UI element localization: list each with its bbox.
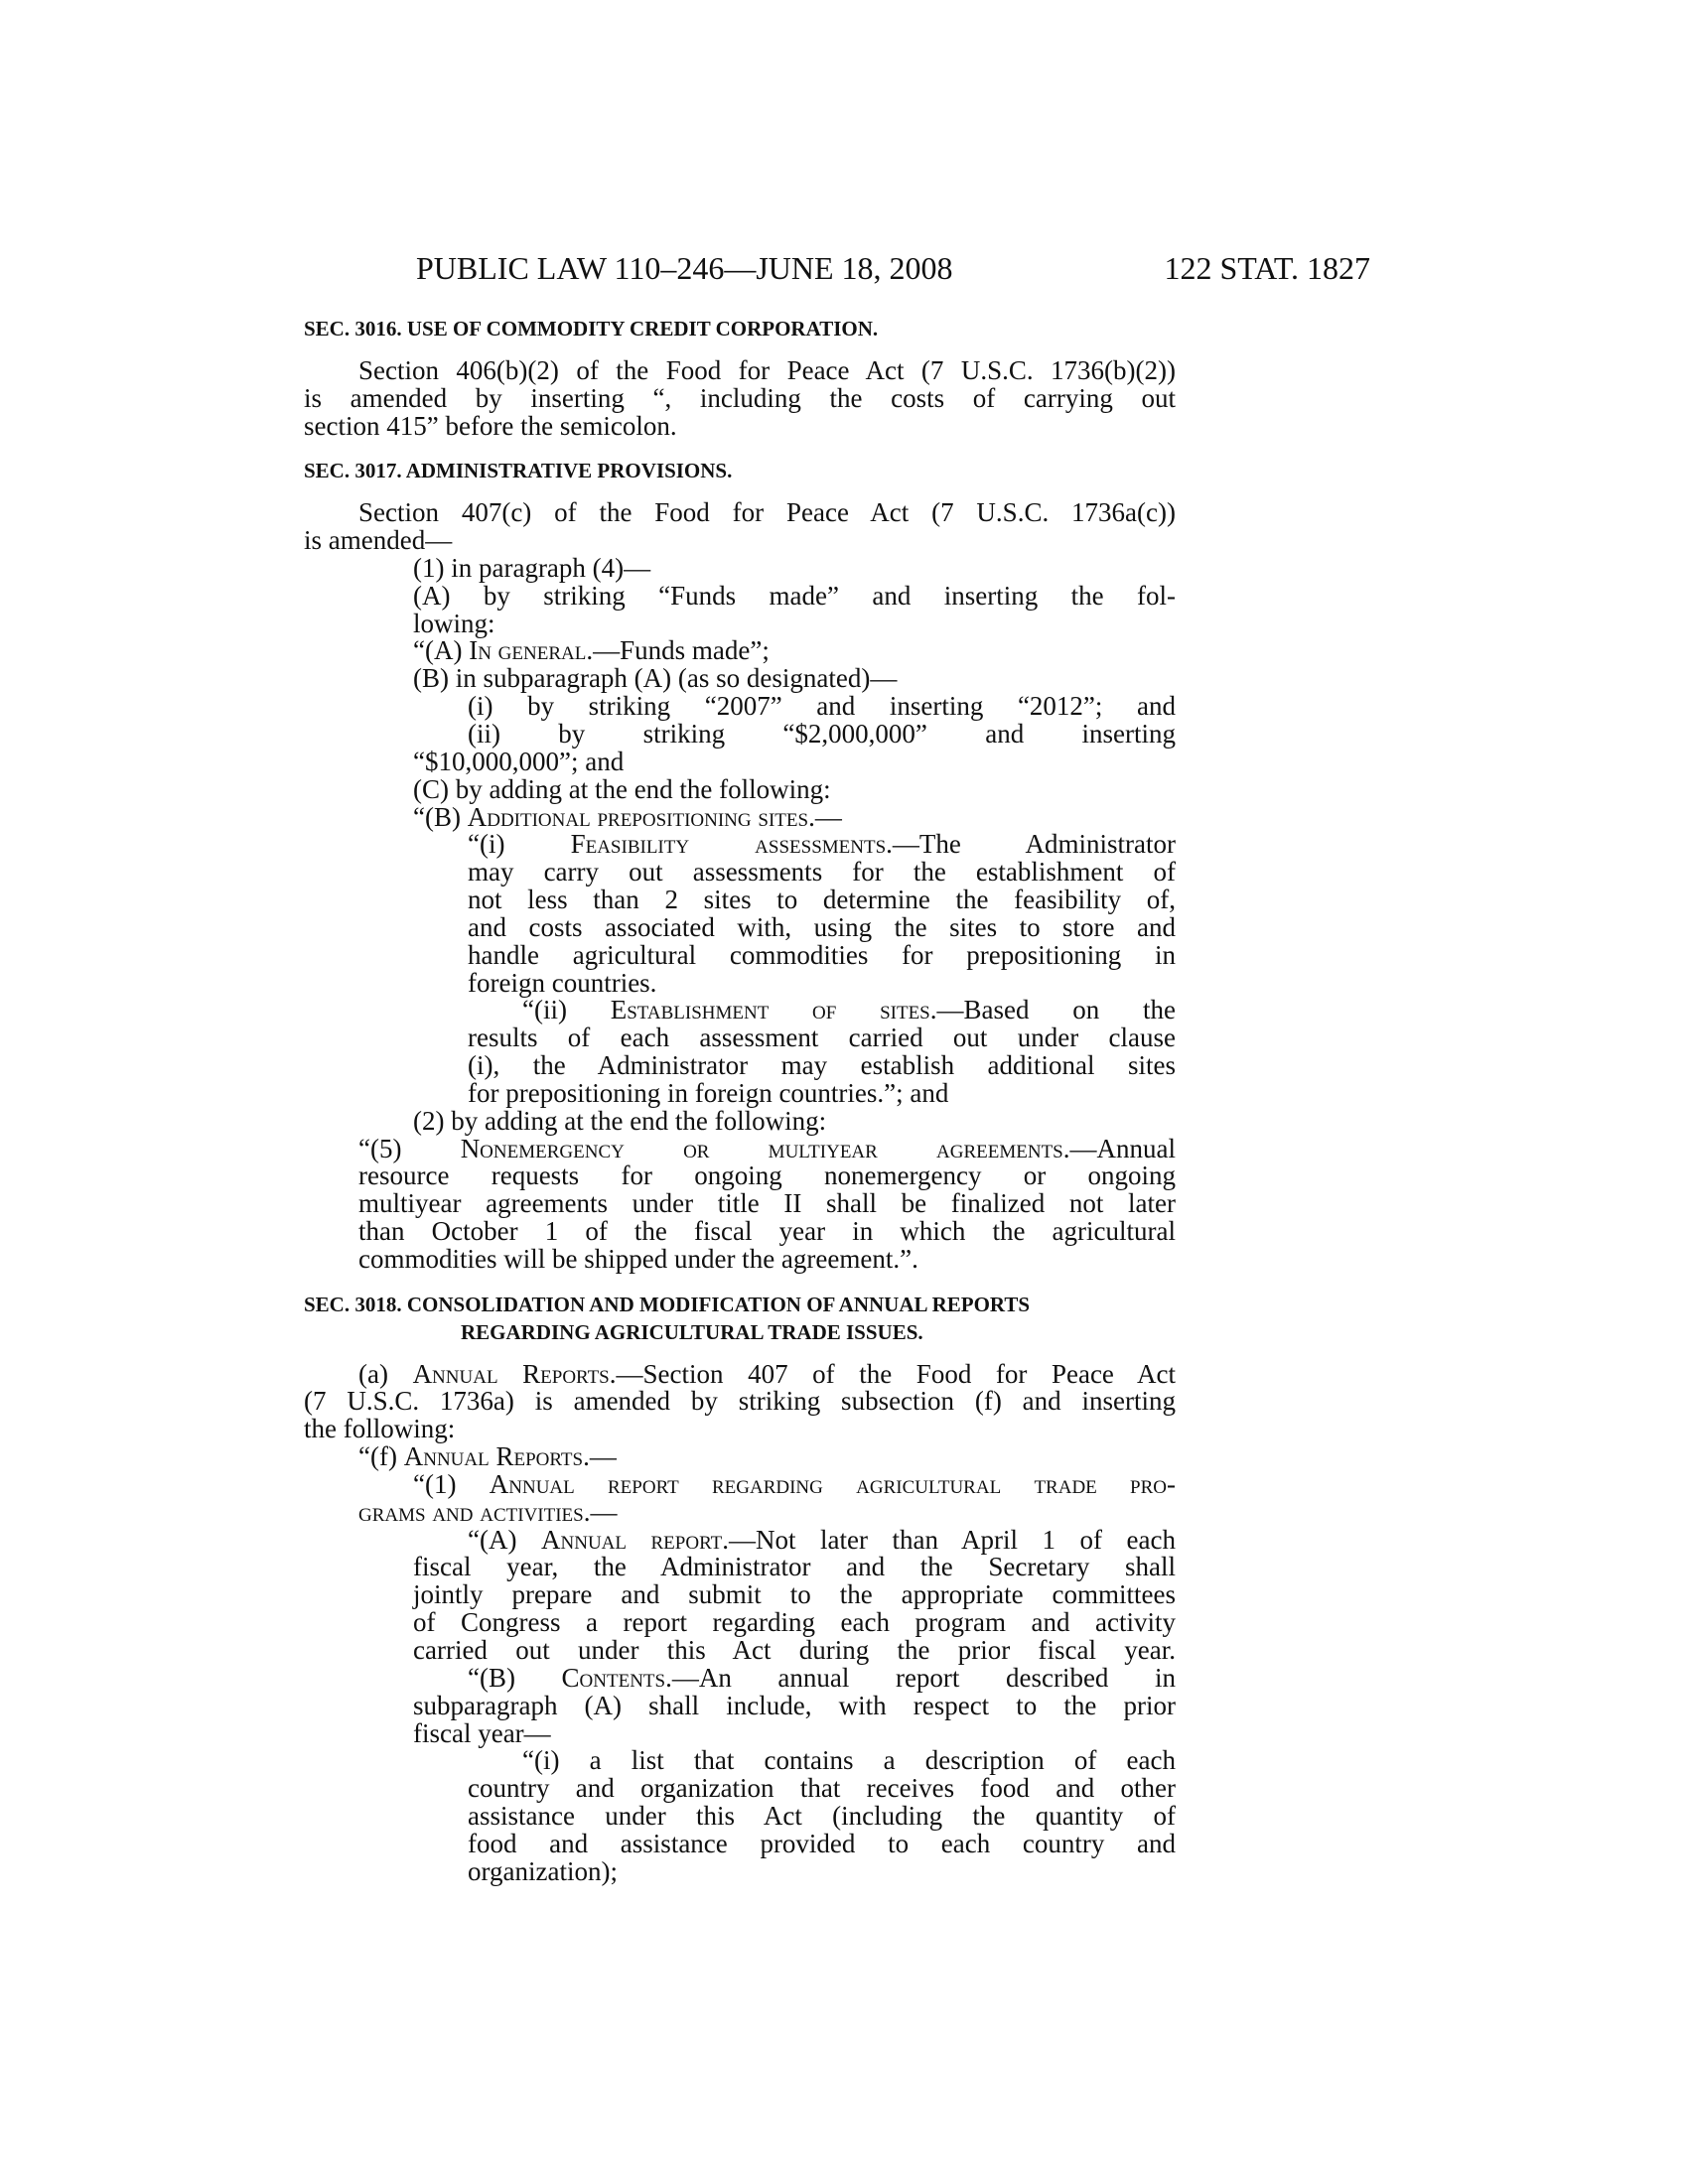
section-heading-3018 <box>304 1292 1176 1347</box>
text-fragment: “(A) <box>468 1524 541 1555</box>
text-line: (7 U.S.C. 1736a) is amended by striking subsection (f) and inserting <box>304 1386 1176 1417</box>
text-fragment: .— <box>583 1441 617 1472</box>
text-line: (C) by adding at the end the following: <box>413 773 831 804</box>
text-line: is amended by inserting “, including the costs of carrying out <box>304 382 1176 413</box>
text-line: “$10,000,000”; and <box>413 746 625 776</box>
text-line: Section 407(c) of the Food for Peace Act (7 U.S.C. 1736a(c)) <box>358 497 1176 528</box>
text-line: (1) in paragraph (4)— <box>413 552 651 583</box>
statute-text <box>304 316 1176 1886</box>
text-line: “(i) a list that contains a description of each <box>522 1745 1176 1776</box>
text-line: and costs associated with, using the sites to store and <box>468 911 1176 942</box>
small-caps-term: Establishment of sites <box>610 995 930 1025</box>
text-line <box>304 1496 1176 1527</box>
small-caps-term: Annual Reports <box>403 1441 584 1472</box>
text-fragment: .— <box>583 1496 618 1527</box>
text-fragment: .—Annual <box>1062 1133 1176 1163</box>
text-line: organization); <box>468 1855 618 1886</box>
text-line: of Congress a report regarding each program and activity <box>413 1607 1176 1638</box>
text-fragment: “(ii) <box>522 995 611 1025</box>
text-line: may carry out assessments for the establishment of <box>468 857 1176 887</box>
text-fragment: (a) <box>358 1358 413 1389</box>
text-line: (A) by striking “Funds made” and inserting the fol- <box>413 580 1176 611</box>
text-line: handle agricultural commodities for prepositioning in <box>468 939 1176 970</box>
text-fragment: .—An annual report described in <box>665 1662 1176 1693</box>
text-line: results of each assessment carried out under clause <box>468 1023 1176 1053</box>
text-fragment: “(B) <box>468 1662 562 1693</box>
text-line <box>304 997 1176 1024</box>
small-caps-term: Nonemergency or multiyear agreements <box>460 1133 1063 1163</box>
text-fragment: “(A) <box>413 635 470 666</box>
text-line <box>304 637 1176 665</box>
text-fragment: .—Not later than April 1 of each <box>722 1524 1176 1555</box>
running-head-stat-page: 122 STAT. 1827 <box>1164 250 1370 286</box>
text-line: multiyear agreements under title II shall be finalized not later <box>358 1188 1176 1219</box>
text-line: resource requests for ongoing nonemergency or ongoing <box>358 1160 1176 1191</box>
text-line <box>304 1662 1176 1693</box>
text-line: commodities will be shipped under the agreement.”. <box>358 1244 918 1274</box>
text-line: foreign countries. <box>468 967 657 998</box>
text-line: fiscal year, the Administrator and the Secretary shall <box>413 1552 1176 1582</box>
running-head <box>416 248 1370 288</box>
small-caps-term: Additional prepositioning sites <box>467 801 809 832</box>
text-line <box>304 1133 1176 1163</box>
text-line: (i), the Administrator may establish additional sites <box>468 1050 1176 1081</box>
text-line: is amended— <box>304 525 453 556</box>
text-fragment: “(5) <box>358 1133 461 1163</box>
section-heading-3017: SEC. 3017. ADMINISTRATIVE PROVISIONS. <box>304 459 733 483</box>
text-fragment: “(B) <box>413 801 468 832</box>
text-line <box>304 1524 1176 1555</box>
text-fragment: “(i) <box>468 829 571 860</box>
text-line: subparagraph (A) shall include, with respect to the prior <box>413 1690 1176 1720</box>
text-line: section 415” before the semicolon. <box>304 410 677 441</box>
text-fragment: .—Section 407 of the Food for Peace Act <box>609 1358 1176 1389</box>
text-line: assistance under this Act (including the quantity of <box>468 1801 1176 1832</box>
text-line: (B) in subparagraph (A) (as so designated)— <box>413 663 898 694</box>
text-line <box>304 1358 1176 1389</box>
text-line: jointly prepare and submit to the appropriate committees <box>413 1579 1176 1610</box>
text-fragment: .—Funds made”; <box>586 635 770 666</box>
text-line: not less than 2 sites to determine the feasibility of, <box>468 885 1176 915</box>
heading-line: SEC. 3018. CONSOLIDATION AND MODIFICATION OF ANNUAL REPORTS <box>304 1292 1031 1316</box>
small-caps-term: Annual report regarding agricultural trade pro- <box>489 1468 1177 1499</box>
text-line: food and assistance provided to each country and <box>468 1828 1176 1858</box>
text-line: than October 1 of the fiscal year in which the agricultural <box>358 1216 1176 1247</box>
text-fragment: “(1) <box>413 1468 490 1499</box>
text-line: (ii) by striking “$2,000,000” and inserting <box>468 718 1176 749</box>
text-fragment: .—Based on the <box>929 995 1176 1025</box>
small-caps-term: Contents <box>561 1662 666 1693</box>
text-line: carried out under this Act during the prior fiscal year. <box>413 1634 1176 1665</box>
text-line <box>304 1468 1177 1499</box>
text-fragment: “(f) <box>358 1441 404 1472</box>
small-caps-term: In general <box>469 635 587 666</box>
section-body-3017 <box>304 499 1176 1274</box>
text-line: (i) by striking “2007” and inserting “2012”; and <box>468 691 1176 722</box>
text-fragment: .— <box>808 801 842 832</box>
section-body-3016 <box>304 354 1176 441</box>
text-line: country and organization that receives food and other <box>468 1773 1176 1804</box>
small-caps-term: grams and activities <box>358 1496 584 1527</box>
text-fragment: .—The Administrator <box>886 829 1176 860</box>
small-caps-term: Annual report <box>541 1524 723 1555</box>
section-body-3018 <box>304 1358 1177 1886</box>
text-line: (2) by adding at the end the following: <box>413 1105 827 1136</box>
small-caps-term: Annual Reports <box>412 1358 610 1389</box>
section-heading-3016: SEC. 3016. USE OF COMMODITY CREDIT CORPORATION. <box>304 317 879 341</box>
text-line: fiscal year— <box>413 1717 551 1748</box>
text-line <box>304 831 1176 859</box>
text-line: the following: <box>304 1414 456 1444</box>
text-line <box>304 1443 1176 1471</box>
small-caps-term: Feasibility assessments <box>570 829 887 860</box>
text-line: Section 406(b)(2) of the Food for Peace Act (7 U.S.C. 1736(b)(2)) <box>358 354 1176 385</box>
text-line <box>304 801 1176 832</box>
heading-line: REGARDING AGRICULTURAL TRADE ISSUES. <box>461 1319 923 1344</box>
running-head-public-law: PUBLIC LAW 110–246—JUNE 18, 2008 <box>416 250 953 286</box>
text-line: for prepositioning in foreign countries.”; and <box>468 1077 949 1108</box>
text-line: lowing: <box>413 608 495 638</box>
